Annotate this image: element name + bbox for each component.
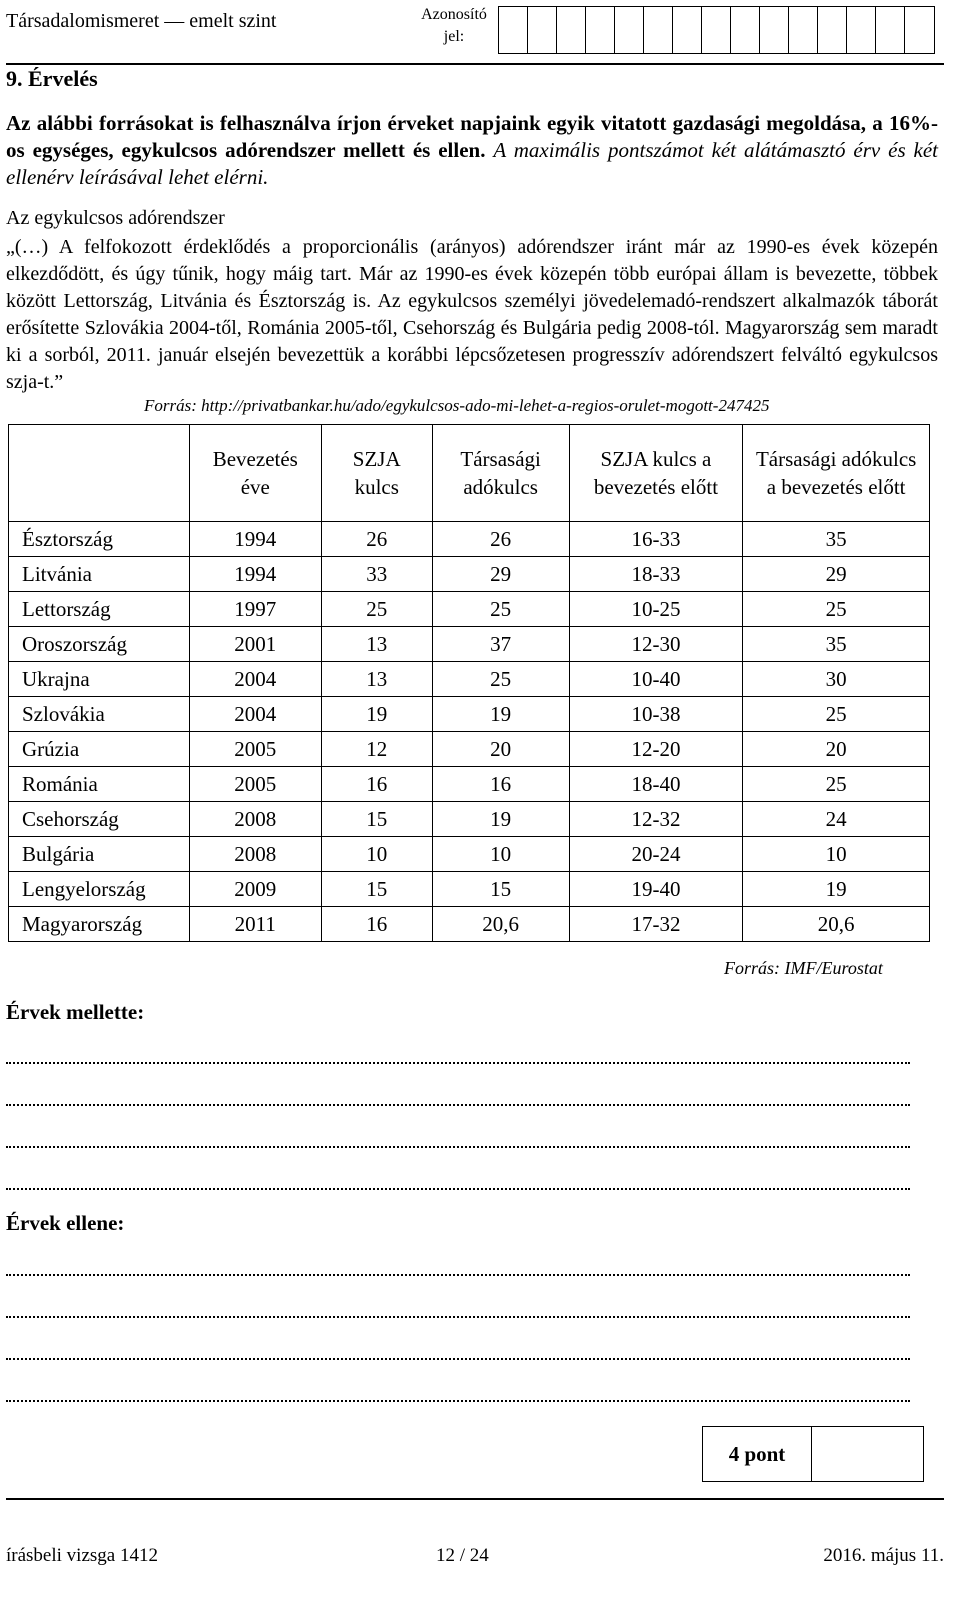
table-cell: 2001: [189, 627, 321, 662]
table-citation: Forrás: IMF/Eurostat: [724, 958, 883, 978]
table-cell: 25: [743, 767, 930, 802]
instructions-italic: A maximális pontszámot két alátámasztó érv és két ellenérv leírásával lehet elérni.: [6, 138, 939, 189]
answer-line[interactable]: [6, 1400, 910, 1402]
country-cell: Románia: [9, 767, 190, 802]
id-box[interactable]: [847, 7, 876, 53]
id-box[interactable]: [528, 7, 557, 53]
country-cell: Ukrajna: [9, 662, 190, 697]
table-cell: 10: [321, 837, 432, 872]
id-label: Azonosító jel:: [421, 6, 487, 45]
table-cell: 19-40: [569, 872, 743, 907]
table-cell: 1994: [189, 557, 321, 592]
instructions-bold: Az alábbi forrásokat is felhasználva írjon érveket napjaink egyik vitatott gazdasági megoldása, a 16%-os egységes, egykulcsos adórendszer mellett és ellen.: [6, 111, 938, 162]
score-label: 4 pont: [703, 1427, 812, 1481]
table-row: [9, 592, 930, 627]
id-box[interactable]: [586, 7, 615, 53]
table-row: [9, 697, 930, 732]
table-header-cell: SZJA kulcs: [321, 425, 432, 522]
table-cell: 13: [321, 662, 432, 697]
table-row: [9, 907, 930, 942]
table-cell: 18-40: [569, 767, 743, 802]
country-cell: Lettország: [9, 592, 190, 627]
table-cell: 25: [432, 592, 569, 627]
table-cell: 20,6: [743, 907, 930, 942]
country-cell: Bulgária: [9, 837, 190, 872]
country-cell: Csehország: [9, 802, 190, 837]
table-cell: 24: [743, 802, 930, 837]
table-header-cell: Társasági adókulcs a bevezetés előtt: [743, 425, 930, 522]
table-cell: 25: [743, 592, 930, 627]
id-box[interactable]: [789, 7, 818, 53]
table-cell: 12-32: [569, 802, 743, 837]
table-row: [9, 627, 930, 662]
country-cell: Magyarország: [9, 907, 190, 942]
table-cell: 10: [432, 837, 569, 872]
source-quote: „(…) A felfokozott érdeklődés a proporcionális (arányos) adórendszer iránt már az 1990-es évek közepén elkezdődött, és úgy tűnik, hogy máig tart. Már az 1990-es évek közepén több európai állam is bevezette, többek között Lettország, Litvánia és Észtország is. Az egykulcsos személyi jövedelemadó-rendszert alkalmazók táborát erősítette Szlovákia 2004-től, Románia 2005-től, Csehország és Bulgária pedig 2008-tól. Magyarország sem maradt ki a sorból, 2011. január elsején bevezettük a korábbi lépcsőzetesen progresszív adórendszert felváltó egykulcsos szja-t.”: [6, 236, 938, 393]
table-cell: 26: [321, 522, 432, 557]
table-row: [9, 662, 930, 697]
table-cell: 35: [743, 627, 930, 662]
table-cell: 2011: [189, 907, 321, 942]
table-cell: 18-33: [569, 557, 743, 592]
id-box[interactable]: [557, 7, 586, 53]
table-cell: 25: [743, 697, 930, 732]
table-cell: 10-25: [569, 592, 743, 627]
table-cell: 37: [432, 627, 569, 662]
table-body: [9, 522, 930, 942]
table-cell: 12-30: [569, 627, 743, 662]
answer-line[interactable]: [6, 1358, 910, 1360]
answer-line[interactable]: [6, 1316, 910, 1318]
id-box[interactable]: [818, 7, 847, 53]
country-cell: Észtország: [9, 522, 190, 557]
answer-line[interactable]: [6, 1188, 910, 1190]
table-cell: 15: [432, 872, 569, 907]
table-cell: 29: [743, 557, 930, 592]
id-input-boxes[interactable]: [498, 6, 935, 54]
arguments-for-label: Érvek mellette:: [6, 1000, 145, 1024]
answer-line[interactable]: [6, 1062, 910, 1064]
score-input[interactable]: [812, 1427, 923, 1481]
source-citation: Forrás: http://privatbankar.hu/ado/egykulcsos-ado-mi-lehet-a-regios-orulet-mogott-247425: [144, 396, 770, 415]
table-cell: 16: [321, 767, 432, 802]
id-box[interactable]: [702, 7, 731, 53]
table-header-cell: SZJA kulcs a bevezetés előtt: [569, 425, 743, 522]
table-cell: 25: [432, 662, 569, 697]
task-title: 9. Érvelés: [6, 66, 98, 91]
answer-line[interactable]: [6, 1274, 910, 1276]
country-cell: Litvánia: [9, 557, 190, 592]
table-cell: 2005: [189, 767, 321, 802]
country-cell: Lengyelország: [9, 872, 190, 907]
id-box[interactable]: [760, 7, 789, 53]
table-cell: 15: [321, 802, 432, 837]
source-title: Az egykulcsos adórendszer: [6, 207, 225, 229]
id-box[interactable]: [905, 7, 934, 53]
table-cell: 12-20: [569, 732, 743, 767]
table-cell: 20: [743, 732, 930, 767]
country-cell: Grúzia: [9, 732, 190, 767]
table-cell: 10-38: [569, 697, 743, 732]
table-cell: 16-33: [569, 522, 743, 557]
table-cell: 19: [432, 697, 569, 732]
header-divider: [6, 63, 944, 65]
answer-line[interactable]: [6, 1104, 910, 1106]
table-cell: 17-32: [569, 907, 743, 942]
table-cell: 2008: [189, 837, 321, 872]
exam-subject-title: Társadalomismeret — emelt szint: [6, 10, 277, 32]
id-box[interactable]: [644, 7, 673, 53]
table-cell: 2009: [189, 872, 321, 907]
table-row: [9, 522, 930, 557]
id-box[interactable]: [615, 7, 644, 53]
table-cell: 19: [432, 802, 569, 837]
footer-date: 2016. május 11.: [823, 1545, 944, 1566]
table-cell: 16: [321, 907, 432, 942]
table-cell: 20-24: [569, 837, 743, 872]
table-header-row: [9, 425, 930, 522]
table-cell: 12: [321, 732, 432, 767]
table-cell: 19: [743, 872, 930, 907]
table-cell: 20: [432, 732, 569, 767]
tax-rates-table: [8, 424, 930, 942]
table-row: [9, 872, 930, 907]
table-cell: 10: [743, 837, 930, 872]
table-cell: 2005: [189, 732, 321, 767]
table-cell: 13: [321, 627, 432, 662]
table-row: [9, 802, 930, 837]
footer-exam-code: írásbeli vizsga 1412: [6, 1545, 158, 1566]
table-header-cell: Társasági adókulcs: [432, 425, 569, 522]
table-cell: 2004: [189, 662, 321, 697]
table-cell: 29: [432, 557, 569, 592]
table-cell: 26: [432, 522, 569, 557]
task-instructions: [6, 110, 938, 191]
table-cell: 16: [432, 767, 569, 802]
table-header-cell: [9, 425, 190, 522]
table-cell: 1997: [189, 592, 321, 627]
id-box[interactable]: [673, 7, 702, 53]
table-row: [9, 732, 930, 767]
id-box[interactable]: [499, 7, 528, 53]
id-box[interactable]: [876, 7, 905, 53]
table-cell: 33: [321, 557, 432, 592]
country-cell: Oroszország: [9, 627, 190, 662]
table-cell: 1994: [189, 522, 321, 557]
table-row: [9, 837, 930, 872]
arguments-against-label: Érvek ellene:: [6, 1211, 125, 1235]
answer-line[interactable]: [6, 1146, 910, 1148]
table-row: [9, 557, 930, 592]
country-cell: Szlovákia: [9, 697, 190, 732]
footer-divider: [6, 1498, 944, 1500]
score-box: [702, 1426, 924, 1482]
table-cell: 20,6: [432, 907, 569, 942]
table-cell: 35: [743, 522, 930, 557]
table-cell: 10-40: [569, 662, 743, 697]
table-header-cell: Bevezetés éve: [189, 425, 321, 522]
page-number: 12 / 24: [436, 1545, 489, 1566]
table-cell: 2004: [189, 697, 321, 732]
table-row: [9, 767, 930, 802]
id-box[interactable]: [731, 7, 760, 53]
table-cell: 15: [321, 872, 432, 907]
table-cell: 30: [743, 662, 930, 697]
table-cell: 19: [321, 697, 432, 732]
table-cell: 2008: [189, 802, 321, 837]
table-cell: 25: [321, 592, 432, 627]
